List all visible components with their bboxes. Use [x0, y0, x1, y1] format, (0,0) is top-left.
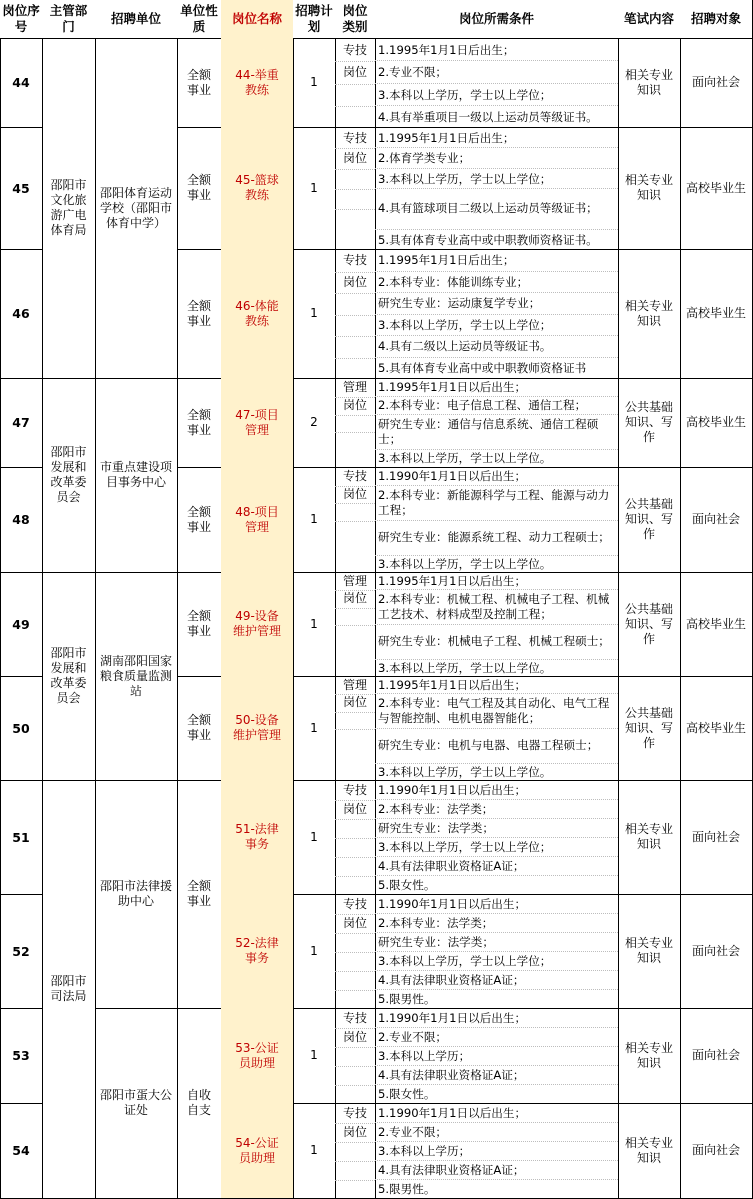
category-blank — [335, 857, 375, 877]
requirement-line: 5.限女性。 — [378, 878, 436, 892]
plan-count: 2 — [310, 415, 318, 429]
position-name-cell — [221, 378, 294, 468]
category-blank — [335, 189, 375, 210]
seq-cell — [0, 1103, 43, 1199]
header-exam-label: 笔试内容 — [623, 11, 674, 26]
requirement-line: 4.具有举重项目一级以上运动员等级证书。 — [378, 109, 598, 124]
header-nature-label: 单位性质 — [180, 3, 218, 34]
target-cell — [680, 1103, 753, 1199]
requirement-line: 4.具有法律职业资格证A证； — [375, 971, 618, 990]
category-blank — [335, 358, 375, 380]
seq-cell — [0, 467, 43, 573]
category-cell — [335, 467, 376, 573]
position-name: 52-法律事务 — [235, 936, 279, 965]
requirement-line: 3.本科以上学历，学士以上学位； — [375, 952, 618, 971]
requirement-line: 5.限男性。 — [378, 992, 436, 1006]
unit-label: 市重点建设项目事务中心 — [99, 460, 172, 489]
requirement-line: 2.专业不限； — [375, 61, 618, 83]
category-blank — [335, 169, 375, 190]
position-name: 53-公证员助理 — [235, 1040, 279, 1070]
position-name: 48-项目管理 — [235, 504, 279, 534]
dept-label: 邵阳市司法局 — [50, 974, 87, 1003]
nature-cell — [177, 1008, 222, 1199]
plan-cell — [293, 38, 336, 128]
exam-content: 相关专业知识 — [624, 67, 673, 97]
requirement-line: 3.本科以上学历，学士以上学位。 — [378, 556, 552, 571]
category-blank — [335, 1085, 375, 1104]
category-blank — [335, 521, 375, 539]
exam-content: 相关专业知识 — [624, 822, 673, 851]
header-pos — [221, 0, 294, 39]
position-name-cell — [221, 676, 294, 781]
target-cell — [680, 780, 753, 895]
requirement-line: 1.1990年1月1日以后出生； — [375, 781, 618, 800]
recruit-target: 面向社会 — [691, 512, 740, 526]
target-cell — [680, 127, 753, 250]
recruit-target: 高校毕业生 — [685, 306, 746, 320]
target-cell — [680, 572, 753, 677]
plan-cell — [293, 894, 336, 1009]
category-cell — [335, 378, 376, 468]
requirement-line: 1.1995年1月1日后出生； — [375, 39, 618, 61]
header-unit — [95, 0, 178, 39]
exam-content-cell — [618, 676, 681, 781]
exam-content: 公共基础知识、写作 — [624, 497, 673, 541]
position-name: 49-设备维护管理 — [232, 609, 281, 638]
header-exam — [618, 0, 681, 39]
requirement-line: 2.本科专业：电气工程及其自动化、电气工程与智能控制、电机电器智能化； — [375, 694, 618, 729]
category-blank — [335, 432, 375, 450]
header-dept — [42, 0, 96, 39]
category-text: 专技 — [335, 1009, 375, 1029]
category-cell — [335, 894, 376, 1009]
position-name: 54-公证员助理 — [235, 1135, 279, 1165]
category-text: 岗位 — [335, 148, 375, 169]
requirements-cell — [375, 1008, 619, 1104]
nature-cell — [177, 38, 222, 128]
requirement-line: 1.1990年1月1日以后出生； — [375, 468, 618, 486]
position-name: 44-举重教练 — [235, 67, 279, 97]
header-seq-label: 岗位序号 — [2, 3, 40, 34]
exam-content-cell — [618, 1103, 681, 1199]
requirement-line: 5.限女性。 — [378, 1087, 436, 1101]
target-cell — [680, 38, 753, 128]
nature-cell — [177, 572, 222, 677]
position-name: 47-项目管理 — [235, 407, 279, 437]
nature-label: 全额事业 — [186, 504, 211, 534]
category-blank — [335, 971, 375, 991]
exam-content-cell — [618, 894, 681, 1009]
position-name: 51-法律事务 — [235, 822, 279, 851]
header-plan-label: 招聘计划 — [295, 3, 333, 34]
unit-label: 邵阳体育运动学校（邵阳市体育中学） — [99, 185, 172, 230]
dept-cell — [42, 572, 96, 781]
category-blank — [335, 209, 375, 229]
exam-content: 相关专业知识 — [624, 936, 673, 965]
header-nature — [177, 0, 222, 39]
requirement-line: 2.专业不限； — [375, 1123, 618, 1142]
plan-cell — [293, 378, 336, 468]
requirements-cell — [375, 676, 619, 781]
requirements-cell — [375, 1103, 619, 1199]
requirement-line: 2.本科专业：机械工程、机械电子工程、机械工艺技术、材料成型及控制工程； — [375, 590, 618, 625]
category-text: 管理 — [335, 379, 375, 398]
requirement-line: 4.具有篮球项目二级以上运动员等级证书； — [375, 189, 618, 230]
target-cell — [680, 894, 753, 1009]
category-text: 岗位 — [335, 61, 375, 84]
category-blank — [335, 336, 375, 359]
plan-cell — [293, 1103, 336, 1199]
category-cell — [335, 780, 376, 895]
dept-label: 邵阳市发展和改革委员会 — [50, 646, 87, 705]
category-text: 岗位 — [335, 486, 375, 505]
seq-cell — [0, 1008, 43, 1104]
category-text: 岗位 — [335, 1123, 375, 1143]
unit-cell — [95, 572, 178, 781]
nature-label: 全额事业 — [186, 298, 211, 328]
requirements-cell — [375, 467, 619, 573]
position-name: 46-体能教练 — [235, 298, 279, 328]
unit-cell — [95, 1008, 178, 1199]
target-cell — [680, 1008, 753, 1104]
requirement-line: 研究生专业：机械电子工程、机械工程硕士； — [375, 625, 618, 660]
seq-cell — [0, 780, 43, 895]
unit-cell — [95, 780, 178, 1009]
unit-label: 邵阳市蛋大公证处 — [99, 1088, 172, 1117]
exam-content-cell — [618, 572, 681, 677]
requirement-line: 4.具有法律职业资格证A证； — [375, 1066, 618, 1085]
requirement-line: 4.具有法律职业资格证A证； — [375, 1161, 618, 1180]
category-text: 岗位 — [335, 914, 375, 934]
position-name: 50-设备维护管理 — [232, 713, 281, 742]
plan-cell — [293, 249, 336, 379]
seq-cell — [0, 378, 43, 468]
exam-content-cell — [618, 378, 681, 468]
plan-count: 1 — [310, 616, 318, 631]
category-blank — [335, 293, 375, 316]
category-blank — [335, 315, 375, 338]
requirement-line: 2.体育学类专业； — [375, 148, 618, 168]
requirement-line: 2.本科专业：法学类； — [375, 914, 618, 933]
position-name: 45-篮球教练 — [235, 173, 279, 202]
header-pos-label: 岗位名称 — [231, 11, 282, 26]
plan-cell — [293, 127, 336, 250]
category-text: 专技 — [335, 1104, 375, 1124]
requirements-cell — [375, 572, 619, 677]
category-text: 岗位 — [335, 1028, 375, 1048]
seq-number: 45 — [12, 180, 30, 196]
category-blank — [335, 990, 375, 1009]
nature-cell — [177, 127, 222, 250]
requirement-line: 1.1990年1月1日以后出生； — [375, 895, 618, 914]
category-text: 专技 — [335, 895, 375, 915]
seq-number: 47 — [12, 415, 30, 430]
dept-label: 邵阳市文化旅游广电体育局 — [50, 178, 87, 237]
header-cat-label: 岗位类别 — [342, 3, 368, 34]
unit-label: 邵阳市法律援助中心 — [99, 879, 172, 908]
requirement-line: 1.1990年1月1日以后出生； — [375, 1009, 618, 1028]
plan-cell — [293, 676, 336, 781]
category-blank — [335, 503, 375, 522]
recruit-target: 高校毕业生 — [685, 180, 746, 195]
requirement-line: 1.1995年1月1日以后出生； — [375, 573, 618, 590]
requirement-line: 3.本科以上学历，学士以上学位。 — [378, 764, 552, 779]
seq-number: 50 — [12, 720, 30, 736]
requirement-line: 研究生专业：电机与电器、电器工程硕士； — [375, 729, 618, 764]
category-blank — [335, 84, 375, 107]
recruit-target: 高校毕业生 — [685, 616, 746, 631]
seq-cell — [0, 249, 43, 379]
requirement-line: 研究生专业：能源系统工程、动力工程硕士； — [375, 521, 618, 556]
dept-label: 邵阳市发展和改革委员会 — [50, 445, 87, 504]
plan-count: 1 — [310, 512, 318, 526]
unit-label: 湖南邵阳国家粮食质量监测站 — [99, 653, 172, 698]
requirement-line: 2.专业不限； — [375, 1028, 618, 1047]
unit-cell — [95, 378, 178, 573]
category-blank — [335, 1161, 375, 1181]
nature-label: 全额事业 — [186, 879, 211, 908]
exam-content: 公共基础知识、写作 — [624, 601, 673, 646]
position-name-cell — [221, 780, 294, 895]
seq-number: 49 — [12, 616, 30, 632]
exam-content-cell — [618, 127, 681, 250]
requirement-line: 3.本科以上学历，学士以上学位； — [375, 315, 618, 337]
exam-content: 相关专业知识 — [624, 1135, 673, 1165]
header-seq — [0, 0, 43, 39]
requirement-line: 1.1995年1月1日以后出生； — [375, 379, 618, 397]
seq-cell — [0, 894, 43, 1009]
category-blank — [335, 608, 375, 626]
position-name-cell — [221, 572, 294, 677]
target-cell — [680, 676, 753, 781]
category-text: 专技 — [335, 250, 375, 273]
requirement-line: 3.本科以上学历； — [375, 1047, 618, 1066]
target-cell — [680, 467, 753, 573]
exam-content: 公共基础知识、写作 — [624, 400, 673, 444]
requirement-line: 3.本科以上学历，学士以上学位； — [375, 838, 618, 857]
requirement-line: 研究生专业：通信与信息系统、通信工程硕士； — [375, 415, 618, 451]
category-cell — [335, 249, 376, 379]
header-cat — [335, 0, 376, 39]
category-text: 岗位 — [335, 397, 375, 416]
requirement-line: 3.本科以上学历，学士以上学位； — [375, 169, 618, 189]
seq-cell — [0, 38, 43, 128]
position-name-cell — [221, 1008, 294, 1104]
nature-cell — [177, 249, 222, 379]
exam-content: 相关专业知识 — [624, 173, 673, 202]
plan-cell — [293, 1008, 336, 1104]
requirement-line: 4.具有法律职业资格证A证； — [375, 857, 618, 876]
category-cell — [335, 127, 376, 250]
requirement-line: 5.限男性。 — [378, 1182, 436, 1196]
seq-number: 52 — [12, 943, 30, 959]
category-blank — [335, 933, 375, 953]
requirement-line: 3.本科以上学历，学士以上学位； — [375, 84, 618, 106]
recruit-target: 高校毕业生 — [685, 720, 746, 735]
requirements-cell — [375, 378, 619, 468]
header-target-label: 招聘对象 — [690, 11, 741, 26]
dept-cell — [42, 378, 96, 573]
recruit-target: 面向社会 — [691, 1048, 740, 1062]
header-dept-label: 主管部门 — [49, 3, 88, 34]
requirement-line: 研究生专业：运动康复学专业； — [375, 293, 618, 315]
position-name-cell — [221, 1103, 294, 1199]
recruit-target: 面向社会 — [691, 829, 740, 844]
requirement-line: 3.本科以上学历，学士以上学位。 — [378, 451, 552, 466]
recruit-target: 面向社会 — [691, 75, 740, 89]
position-name-cell — [221, 38, 294, 128]
category-blank — [335, 876, 375, 895]
category-text: 专技 — [335, 468, 375, 487]
requirement-line: 2.本科专业：法学类； — [375, 800, 618, 819]
category-cell — [335, 572, 376, 677]
position-name-cell — [221, 467, 294, 573]
nature-label: 全额事业 — [186, 67, 211, 97]
nature-label: 自收自支 — [186, 1088, 211, 1117]
category-text: 岗位 — [335, 272, 375, 295]
plan-count: 1 — [310, 720, 318, 735]
requirement-line: 1.1990年1月1日以后出生； — [375, 1104, 618, 1123]
category-blank — [335, 1142, 375, 1162]
category-blank — [335, 1066, 375, 1086]
requirement-line: 3.本科以上学历； — [375, 1142, 618, 1161]
category-text: 专技 — [335, 128, 375, 149]
category-text: 岗位 — [335, 800, 375, 820]
plan-count: 1 — [310, 943, 318, 958]
recruit-target: 面向社会 — [691, 943, 740, 958]
category-text: 专技 — [335, 781, 375, 801]
requirements-cell — [375, 780, 619, 895]
category-cell — [335, 676, 376, 781]
requirement-line: 5.具有体育专业高中或中职教师资格证书。 — [378, 232, 598, 247]
exam-content: 相关专业知识 — [624, 298, 673, 328]
category-blank — [335, 712, 375, 730]
exam-content-cell — [618, 1008, 681, 1104]
requirement-line: 2.本科专业：电子信息工程、通信工程； — [375, 397, 618, 415]
nature-cell — [177, 467, 222, 573]
category-cell — [335, 1103, 376, 1199]
header-plan — [293, 0, 336, 39]
requirement-line: 5.具有体育专业高中或中职教师资格证书 — [378, 360, 587, 375]
plan-count: 1 — [310, 1143, 318, 1157]
seq-cell — [0, 127, 43, 250]
requirement-line: 2.本科专业：新能源科学与工程、能源与动力工程； — [375, 486, 618, 521]
target-cell — [680, 249, 753, 379]
requirement-line: 1.1995年1月1日后出生； — [375, 250, 618, 272]
category-cell — [335, 38, 376, 128]
category-text: 岗位 — [335, 590, 375, 608]
category-blank — [335, 106, 375, 128]
seq-number: 54 — [12, 1143, 30, 1158]
requirement-line: 2.本科专业：体能训练专业； — [375, 272, 618, 294]
header-req — [375, 0, 619, 39]
requirements-cell — [375, 127, 619, 250]
nature-label: 全额事业 — [186, 173, 211, 202]
position-name-cell — [221, 127, 294, 250]
seq-cell — [0, 676, 43, 781]
plan-cell — [293, 467, 336, 573]
category-text: 专技 — [335, 39, 375, 62]
recruit-target: 面向社会 — [691, 1143, 740, 1157]
seq-cell — [0, 572, 43, 677]
seq-number: 53 — [12, 1048, 30, 1063]
category-blank — [335, 838, 375, 858]
category-blank — [335, 729, 375, 746]
seq-number: 51 — [12, 829, 30, 845]
requirement-line: 3.本科以上学历，学士以上学位。 — [378, 660, 552, 675]
nature-cell — [177, 676, 222, 781]
category-text: 管理 — [335, 573, 375, 591]
position-name-cell — [221, 249, 294, 379]
plan-count: 1 — [310, 75, 318, 89]
unit-cell — [95, 38, 178, 379]
plan-cell — [293, 572, 336, 677]
exam-content: 公共基础知识、写作 — [624, 705, 673, 750]
exam-content: 相关专业知识 — [624, 1040, 673, 1070]
exam-content-cell — [618, 467, 681, 573]
plan-cell — [293, 780, 336, 895]
category-blank — [335, 952, 375, 972]
category-blank — [335, 1047, 375, 1067]
dept-cell — [42, 780, 96, 1199]
position-name-cell — [221, 894, 294, 1009]
requirement-line: 4.具有二级以上运动员等级证书。 — [375, 336, 618, 358]
seq-number: 46 — [12, 306, 30, 321]
exam-content-cell — [618, 38, 681, 128]
category-blank — [335, 415, 375, 434]
plan-count: 1 — [310, 180, 318, 195]
requirement-line: 研究生专业：法学类； — [375, 819, 618, 838]
seq-number: 44 — [12, 75, 30, 90]
category-text: 岗位 — [335, 694, 375, 712]
plan-count: 1 — [310, 1048, 318, 1062]
category-text: 管理 — [335, 677, 375, 695]
nature-label: 全额事业 — [186, 407, 211, 437]
requirement-line: 研究生专业：法学类； — [375, 933, 618, 952]
requirements-cell — [375, 894, 619, 1009]
nature-label: 全额事业 — [186, 713, 211, 742]
nature-cell — [177, 378, 222, 468]
category-blank — [335, 1180, 375, 1199]
dept-cell — [42, 38, 96, 379]
requirements-cell — [375, 38, 619, 128]
requirements-cell — [375, 249, 619, 379]
nature-cell — [177, 780, 222, 1009]
plan-count: 1 — [310, 829, 318, 844]
requirement-line: 1.1995年1月1日后出生； — [375, 128, 618, 148]
exam-content-cell — [618, 249, 681, 379]
header-req-label: 岗位所需条件 — [458, 11, 534, 26]
exam-content-cell — [618, 780, 681, 895]
target-cell — [680, 378, 753, 468]
category-blank — [335, 819, 375, 839]
category-blank — [335, 625, 375, 642]
header-unit-label: 招聘单位 — [110, 11, 161, 26]
category-cell — [335, 1008, 376, 1104]
seq-number: 48 — [12, 512, 30, 527]
nature-label: 全额事业 — [186, 609, 211, 638]
plan-count: 1 — [310, 306, 318, 320]
requirement-line: 1.1995年1月1日以后出生； — [375, 677, 618, 694]
recruit-target: 高校毕业生 — [685, 415, 746, 429]
header-target — [680, 0, 753, 39]
